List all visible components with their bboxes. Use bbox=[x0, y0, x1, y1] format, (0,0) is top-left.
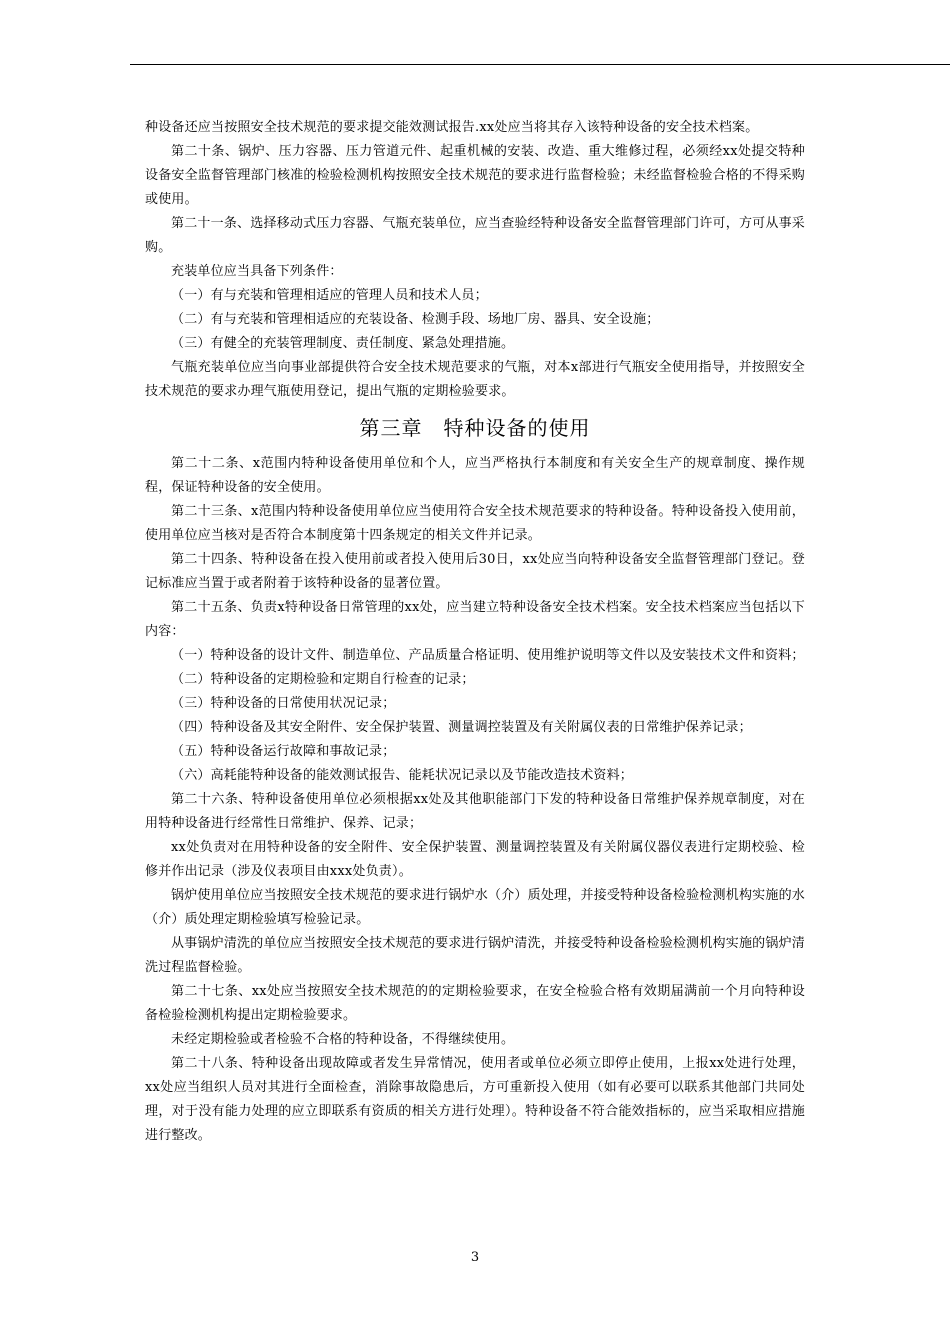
paragraph: 第二十条、锅炉、压力容器、压力管道元件、起重机械的安装、改造、重大维修过程，必须经xx处提交特种设备安全监督管理部门核准的检验检测机构按照安全技术规范的要求进行监督检验；未经监督检验合格的不得采购或使用。 bbox=[145, 144, 806, 207]
paragraph: 未经定期检验或者检验不合格的特种设备，不得继续使用。 bbox=[171, 1032, 515, 1047]
document-body bbox=[145, 116, 805, 1148]
paragraph: 第二十五条、负责x特种设备日常管理的xx处，应当建立特种设备安全技术档案。安全技术档案应当包括以下内容： bbox=[145, 600, 805, 639]
page-number: 3 bbox=[470, 1250, 480, 1265]
section-before-chapter bbox=[145, 116, 805, 404]
section-chapter-three bbox=[145, 452, 805, 1148]
paragraph: 锅炉使用单位应当按照安全技术规范的要求进行锅炉水（介）质处理，并接受特种设备检验检测机构实施的水（介）质处理定期检验填写检验记录。 bbox=[145, 888, 805, 927]
paragraph: （二）特种设备的定期检验和定期自行检查的记录； bbox=[171, 672, 475, 687]
header-rule bbox=[130, 64, 950, 65]
paragraph: 第二十一条、选择移动式压力容器、气瓶充装单位，应当查验经特种设备安全监督管理部门许可，方可从事采购。 bbox=[145, 216, 805, 255]
paragraph: 第二十三条、x范围内特种设备使用单位应当使用符合安全技术规范要求的特种设备。特种设备投入使用前，使用单位应当核对是否符合本制度第十四条规定的相关文件并记录。 bbox=[145, 504, 805, 543]
paragraph: 种设备还应当按照安全技术规范的要求提交能效测试报告.xx处应当将其存入该特种设备的安全技术档案。 bbox=[145, 120, 759, 135]
paragraph: （六）高耗能特种设备的能效测试报告、能耗状况记录以及节能改造技术资料； bbox=[171, 768, 634, 783]
paragraph: 第二十二条、x范围内特种设备使用单位和个人，应当严格执行本制度和有关安全生产的规章制度、操作规程，保证特种设备的安全使用。 bbox=[145, 456, 805, 495]
paragraph: 第二十六条、特种设备使用单位必须根据xx处及其他职能部门下发的特种设备日常维护保养规章制度，对在用特种设备进行经常性日常维护、保养、记录； bbox=[145, 792, 805, 831]
paragraph: 第二十四条、特种设备在投入使用前或者投入使用后30日，xx处应当向特种设备安全监督管理部门登记。登记标准应当置于或者附着于该特种设备的显著位置。 bbox=[145, 552, 805, 591]
paragraph: （五）特种设备运行故障和事故记录； bbox=[171, 744, 396, 759]
paragraph: 气瓶充装单位应当向事业部提供符合安全技术规范要求的气瓶，对本x部进行气瓶安全使用指导，并按照安全技术规范的要求办理气瓶使用登记，提出气瓶的定期检验要求。 bbox=[145, 360, 805, 399]
paragraph: （三）特种设备的日常使用状况记录； bbox=[171, 696, 396, 711]
paragraph: 充装单位应当具备下列条件： bbox=[171, 264, 343, 279]
paragraph: 第二十七条、xx处应当按照安全技术规范的的定期检验要求，在安全检验合格有效期届满前一个月向特种设备检验检测机构提出定期检验要求。 bbox=[145, 984, 805, 1023]
chapter-title: 第三章 特种设备的使用 bbox=[359, 416, 591, 440]
paragraph: xx处负责对在用特种设备的安全附件、安全保护装置、测量调控装置及有关附属仪器仪表进行定期校验、检修并作出记录（涉及仪表项目由xxx处负责）。 bbox=[145, 840, 805, 879]
paragraph: 从事锅炉清洗的单位应当按照安全技术规范的要求进行锅炉清洗，并接受特种设备检验检测机构实施的锅炉清洗过程监督检验。 bbox=[145, 936, 805, 975]
paragraph: （一）特种设备的设计文件、制造单位、产品质量合格证明、使用维护说明等文件以及安装技术文件和资料； bbox=[171, 648, 805, 663]
paragraph: （四）特种设备及其安全附件、安全保护装置、测量调控装置及有关附属仪表的日常维护保养记录； bbox=[171, 720, 752, 735]
paragraph: 第二十八条、特种设备出现故障或者发生异常情况，使用者或单位必须立即停止使用，上报xx处进行处理，xx处应当组织人员对其进行全面检查，消除事故隐患后，方可重新投入使用（如有必要可以联系其他部门共同处理，对于没有能力处理的应立即联系有资质的相关方进行处理）。特种设备不符合能效指标的，应当采取相应措施进行整改。 bbox=[145, 1056, 805, 1143]
paragraph: （二）有与充装和管理相适应的充装设备、检测手段、场地厂房、器具、安全设施； bbox=[171, 312, 660, 327]
paragraph: （三）有健全的充装管理制度、责任制度、紧急处理措施。 bbox=[171, 336, 515, 351]
paragraph: （一）有与充装和管理相适应的管理人员和技术人员； bbox=[171, 288, 488, 303]
